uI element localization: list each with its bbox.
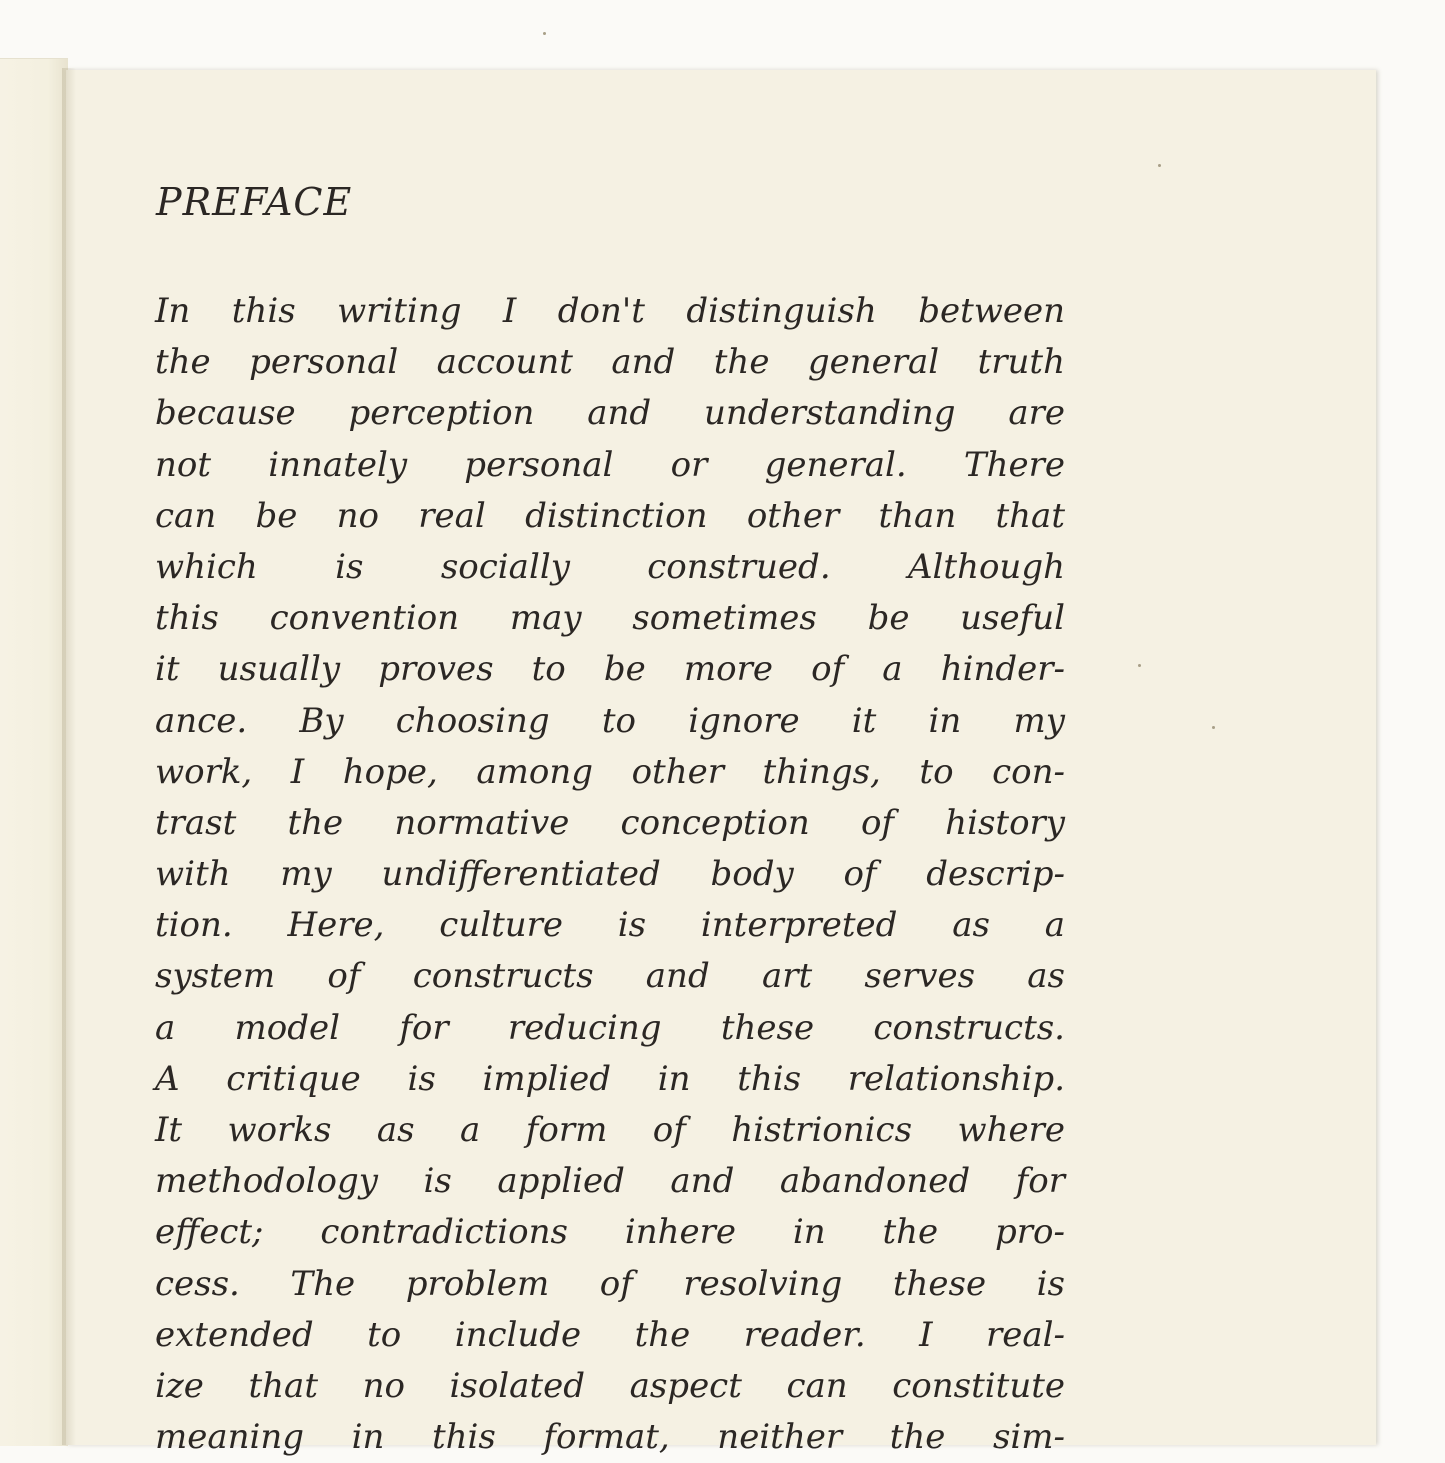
text-line: with my undifferentiated body of descrip- (155, 854, 1065, 895)
preface-body (155, 286, 1065, 1463)
text-line: trast the normative conception of history (155, 802, 1065, 843)
text-line: work, I hope, among other things, to con- (155, 751, 1065, 792)
text-line: the personal account and the general truth (155, 342, 1065, 383)
text-line: cess. The problem of resolving these is (155, 1263, 1065, 1304)
text-line: which is socially construed. Although (155, 546, 1065, 587)
text-line: tion. Here, culture is interpreted as a (155, 905, 1065, 946)
text-line: A critique is implied in this relationship. (155, 1058, 1065, 1099)
paper-speck (543, 32, 546, 35)
text-line: it usually proves to be more of a hinder- (155, 649, 1065, 690)
text-line: ize that no isolated aspect can constitute (155, 1365, 1065, 1406)
left-page-edge (0, 58, 68, 1446)
text-line: system of constructs and art serves as (155, 956, 1065, 997)
text-line: It works as a form of histrionics where (155, 1110, 1065, 1150)
text-line: this convention may sometimes be useful (155, 598, 1065, 639)
text-line: In this writing I don't distinguish between (155, 291, 1065, 331)
text-line: methodology is applied and abandoned for (155, 1161, 1065, 1202)
page-title: PREFACE (156, 180, 353, 224)
text-line: meaning in this format, neither the sim- (155, 1417, 1065, 1458)
paper-speck (1158, 164, 1161, 167)
paper-speck (1138, 664, 1141, 667)
text-line: extended to include the reader. I real- (155, 1314, 1065, 1355)
text-line: ance. By choosing to ignore it in my (155, 700, 1065, 741)
text-line: because perception and understanding are (155, 393, 1065, 434)
text-line: not innately personal or general. There (155, 444, 1065, 485)
text-line: a model for reducing these constructs. (155, 1007, 1065, 1048)
text-line: effect; contradictions inhere in the pro- (155, 1212, 1065, 1253)
text-line: can be no real distinction other than that (155, 495, 1065, 536)
gutter-shadow (62, 68, 76, 1445)
paper-speck (1212, 726, 1215, 729)
